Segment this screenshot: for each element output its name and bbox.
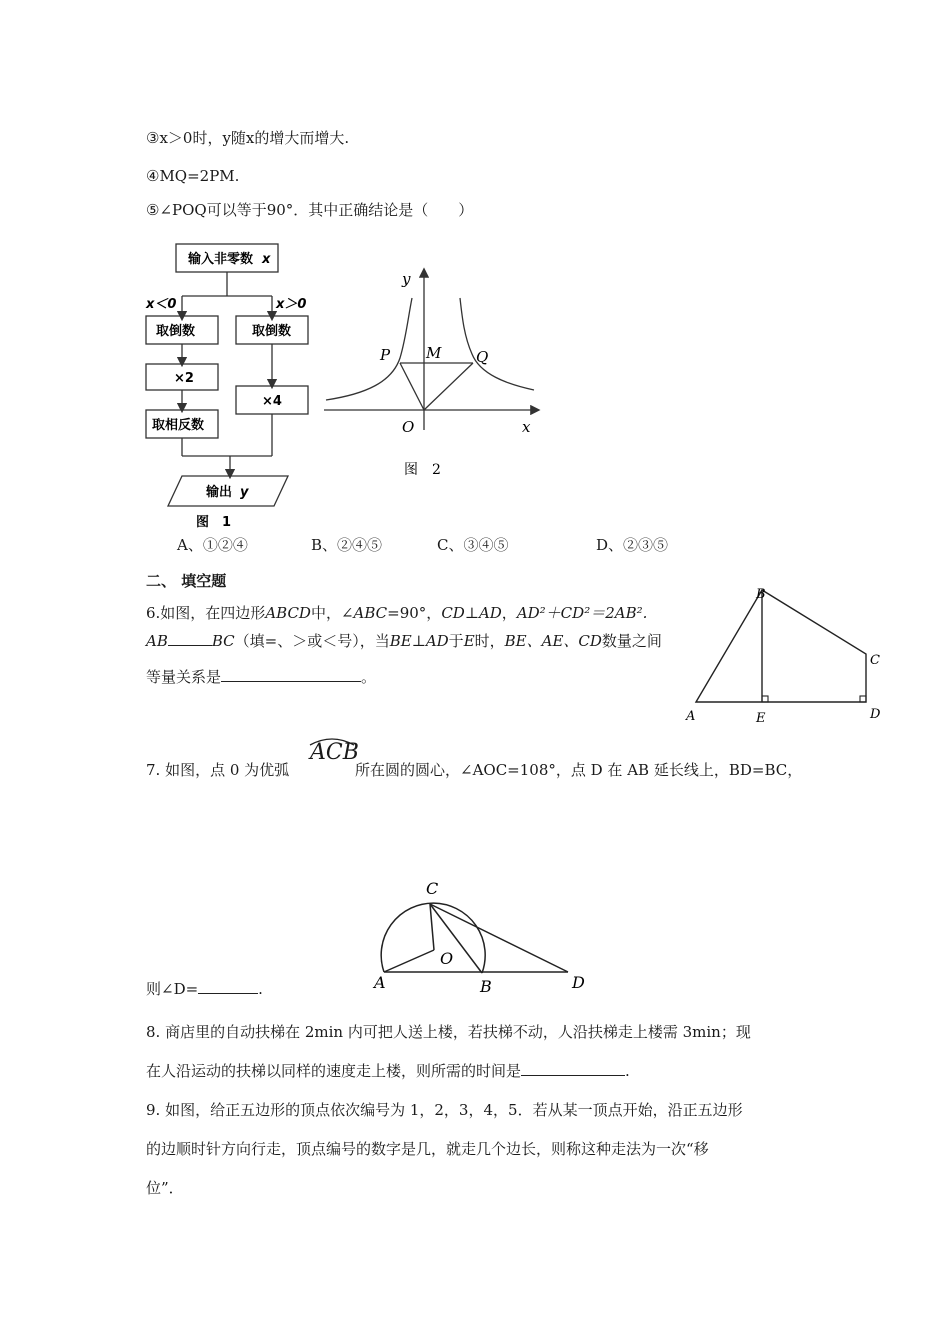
q9-line-1: 9. 如图，给正五边形的顶点依次编号为 1，2，3，4，5．若从某一顶点开始，沿正五边形 <box>146 1101 743 1119</box>
flow-times4: ×4 <box>262 394 282 409</box>
q9-line-2: 的边顺时针方向行走，顶点编号的数字是几，就走几个边长，则称这种走法为一次“移 <box>146 1140 709 1158</box>
point-M-label: M <box>426 344 442 362</box>
q7-label-B: B <box>480 977 492 996</box>
flow-cond-left: x＜0 <box>146 297 177 312</box>
q6-label-C: C <box>870 653 880 668</box>
q7-answer-line: 则∠D= . <box>146 980 263 998</box>
q7-label-D: D <box>572 973 585 992</box>
q6-line-2: AB BC（填=、＞或＜号），当BE⊥AD于E时，BE、AE、CD数量之间 <box>146 632 662 650</box>
q8-blank[interactable] <box>521 1061 625 1076</box>
q7-label-A: A <box>374 973 386 992</box>
option-d: D、②③⑤ <box>596 536 669 554</box>
statement-3: ③x＞0时，y随x的增大而增大. <box>146 129 350 147</box>
option-c: C、③④⑤ <box>437 536 509 554</box>
circle-figure <box>370 876 600 996</box>
flow-input-var: x <box>262 252 271 267</box>
q6-line-3: 等量关系是 。 <box>146 668 377 686</box>
q7-label-O: O <box>440 949 454 968</box>
flow-negate: 取相反数 <box>152 418 205 433</box>
q6-blank-1[interactable] <box>168 631 212 646</box>
graph-figure-2 <box>316 262 546 482</box>
q6-label-B: B <box>756 587 766 602</box>
q6-line-1: 6.如图，在四边形ABCD中，∠ABC=90°，CD⊥AD，AD²＋CD²＝2AB². <box>146 604 648 622</box>
statement-4: ④MQ=2PM. <box>146 167 240 185</box>
flow-output-label: 输出 <box>206 485 233 500</box>
flow-cond-right: x＞0 <box>276 297 307 312</box>
flow-times2: ×2 <box>174 371 194 386</box>
q7-line-pre: 7. 如图，点 0 为优弧 <box>146 761 290 779</box>
flow-recip-left: 取倒数 <box>156 324 196 339</box>
option-a: A、①②④ <box>177 536 248 554</box>
point-Q-label: Q <box>476 348 489 366</box>
q6-label-A: A <box>686 709 696 724</box>
statement-5: ⑤∠POQ可以等于90°．其中正确结论是（ ） <box>146 201 474 219</box>
quadrilateral-figure <box>680 582 890 732</box>
flowchart-figure-1 <box>140 236 310 536</box>
option-b: B、②④⑤ <box>311 536 383 554</box>
flow-input-label: 输入非零数 <box>188 252 254 267</box>
point-P-label: P <box>380 346 391 364</box>
figure-1-caption: 图 1 <box>196 515 232 530</box>
q6-blank-2[interactable] <box>221 667 361 682</box>
section-heading: 二、 填空题 <box>146 572 227 590</box>
q7-blank[interactable] <box>198 979 258 994</box>
q9-line-3: 位”． <box>146 1179 184 1197</box>
q7-line-post: 所在圆的圆心，∠AOC=108°，点 D 在 AB 延长线上，BD=BC， <box>355 761 803 779</box>
q7-label-C: C <box>426 879 439 898</box>
origin-O-label: O <box>402 418 415 436</box>
flow-output-var: y <box>240 485 249 500</box>
flow-recip-right: 取倒数 <box>252 324 292 339</box>
figure-2-caption: 图 2 <box>404 462 441 478</box>
axis-y-label: y <box>402 270 411 288</box>
q8-line-1: 8. 商店里的自动扶梯在 2min 内可把人送上楼，若扶梯不动，人沿扶梯走上楼需 3min；现 <box>146 1023 751 1041</box>
q6-label-E: E <box>756 711 766 726</box>
axis-x-label: x <box>522 418 531 436</box>
q6-label-D: D <box>870 707 881 722</box>
q8-line-2: 在人沿运动的扶梯以同样的速度走上楼，则所需的时间是 . <box>146 1062 630 1080</box>
